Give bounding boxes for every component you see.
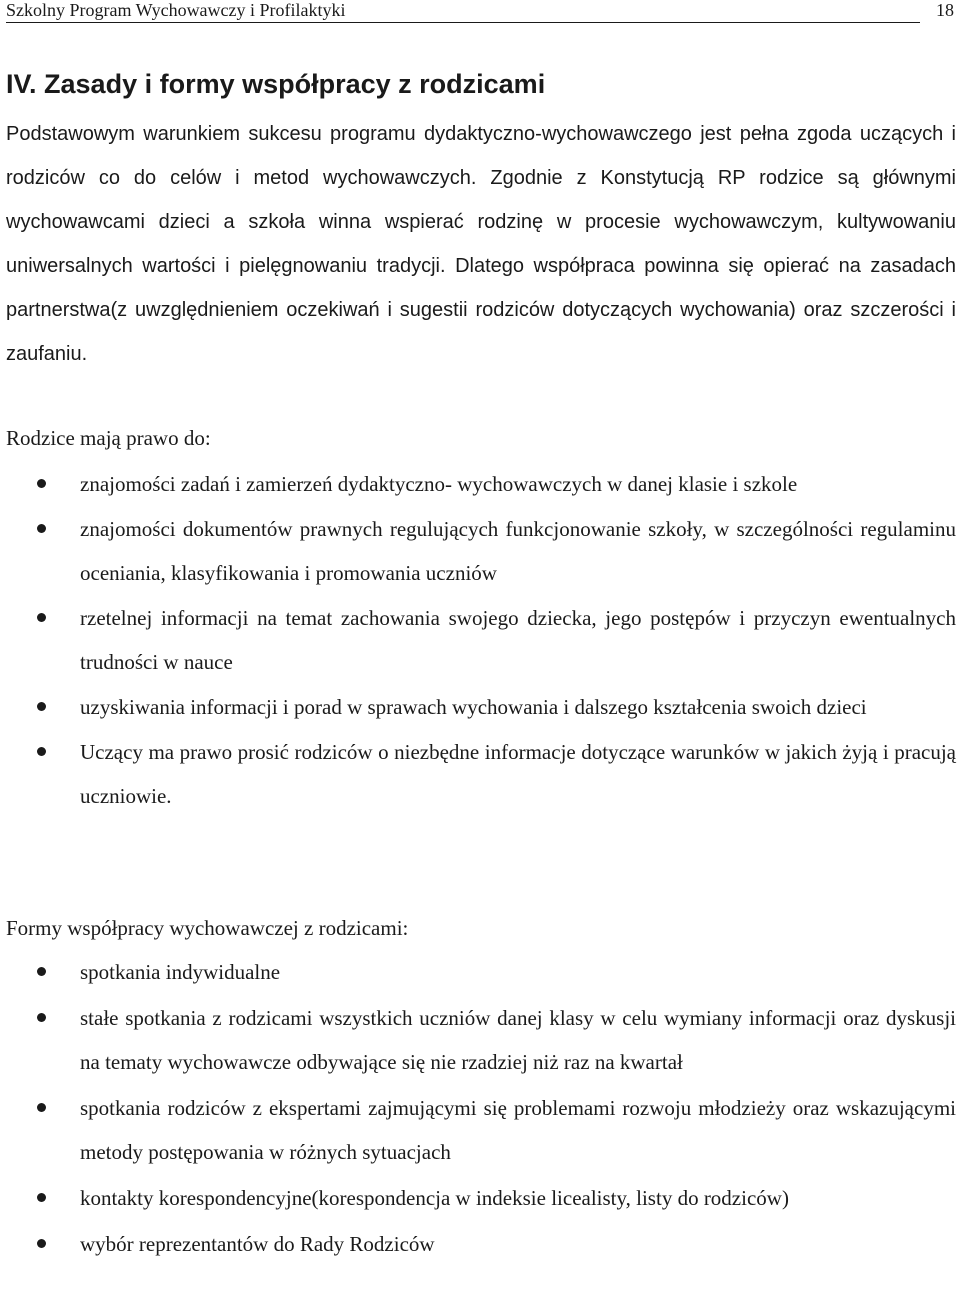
- list-item: [0, 596, 960, 684]
- list-item: [0, 685, 960, 729]
- list-item-text: spotkania indywidualne: [80, 960, 281, 984]
- list-item: [0, 730, 960, 818]
- list-item: [0, 462, 960, 506]
- list-item: [0, 507, 960, 595]
- bullet-icon: [37, 524, 46, 533]
- list-item-text: znajomości dokumentów prawnych regulujących funkcjonowanie szkoły, w szczególności regulaminu oceniania, klasyfikowania i promowania uczniów: [80, 517, 956, 585]
- bullet-icon: [37, 1239, 46, 1248]
- list-item-text: rzetelnej informacji na temat zachowania swojego dziecka, jego postępów i przyczyn ewentualnych trudności w nauce: [80, 606, 956, 674]
- list-item: [0, 1222, 960, 1266]
- bullet-icon: [37, 702, 46, 711]
- list-item-text: uzyskiwania informacji i porad w sprawach wychowania i dalszego kształcenia swoich dzieci: [80, 695, 867, 719]
- intro-paragraph: Podstawowym warunkiem sukcesu programu dydaktyczno-wychowawczego jest pełna zgoda uczących i rodziców co do celów i metod wychowawczych. Zgodnie z Konstytucją RP rodzice są głównymi wychowawcami dzieci a szkoła winna wspierać rodzinę w procesie wychowawczym, kultywowaniu uniwersalnych wartości i pielęgnowaniu tradycji. Dlatego współpraca powinna się opierać na zasadach partnerstwa(z uwzględnieniem oczekiwań i sugestii rodziców dotyczących wychowania) oraz szczerości i zaufaniu.: [6, 123, 956, 365]
- bullet-icon: [37, 613, 46, 622]
- list-item-text: znajomości zadań i zamierzeń dydaktyczno- wychowawczych w danej klasie i szkole: [80, 472, 798, 496]
- bullet-icon: [37, 747, 46, 756]
- bullet-icon: [37, 967, 46, 976]
- list-item-text: kontakty korespondencyjne(korespondencja w indeksie licealisty, listy do rodziców): [80, 1186, 789, 1210]
- section-title: IV. Zasady i formy współpracy z rodzicami: [6, 69, 546, 99]
- list-item: [0, 1176, 960, 1220]
- header-title: Szkolny Program Wychowawczy i Profilaktyki: [6, 0, 346, 20]
- list-item: [0, 950, 960, 994]
- page-number: 18: [936, 0, 954, 20]
- bullet-icon: [37, 1193, 46, 1202]
- list-item-text: spotkania rodziców z ekspertami zajmującymi się problemami rozwoju młodzieży oraz wskazującymi metody postępowania w różnych sytuacjach: [80, 1096, 956, 1164]
- list-item: [0, 1086, 960, 1174]
- rights-list: [0, 462, 960, 819]
- list-item: [0, 996, 960, 1084]
- header-rule: [6, 22, 920, 23]
- list-item-text: wybór reprezentantów do Rady Rodziców: [80, 1232, 435, 1256]
- running-header: [6, 0, 956, 22]
- rights-heading: Rodzice mają prawo do:: [6, 426, 211, 450]
- forms-list: [0, 950, 960, 1268]
- list-item-text: stałe spotkania z rodzicami wszystkich uczniów danej klasy w celu wymiany informacji oraz dyskusji na tematy wychowawcze odbywające się nie rzadziej niż raz na kwartał: [80, 1006, 956, 1074]
- list-item-text: Uczący ma prawo prosić rodziców o niezbędne informacje dotyczące warunków w jakich żyją i pracują uczniowie.: [80, 740, 956, 808]
- forms-heading: Formy współpracy wychowawczej z rodzicami:: [6, 916, 409, 940]
- bullet-icon: [37, 1013, 46, 1022]
- bullet-icon: [37, 479, 46, 488]
- bullet-icon: [37, 1103, 46, 1112]
